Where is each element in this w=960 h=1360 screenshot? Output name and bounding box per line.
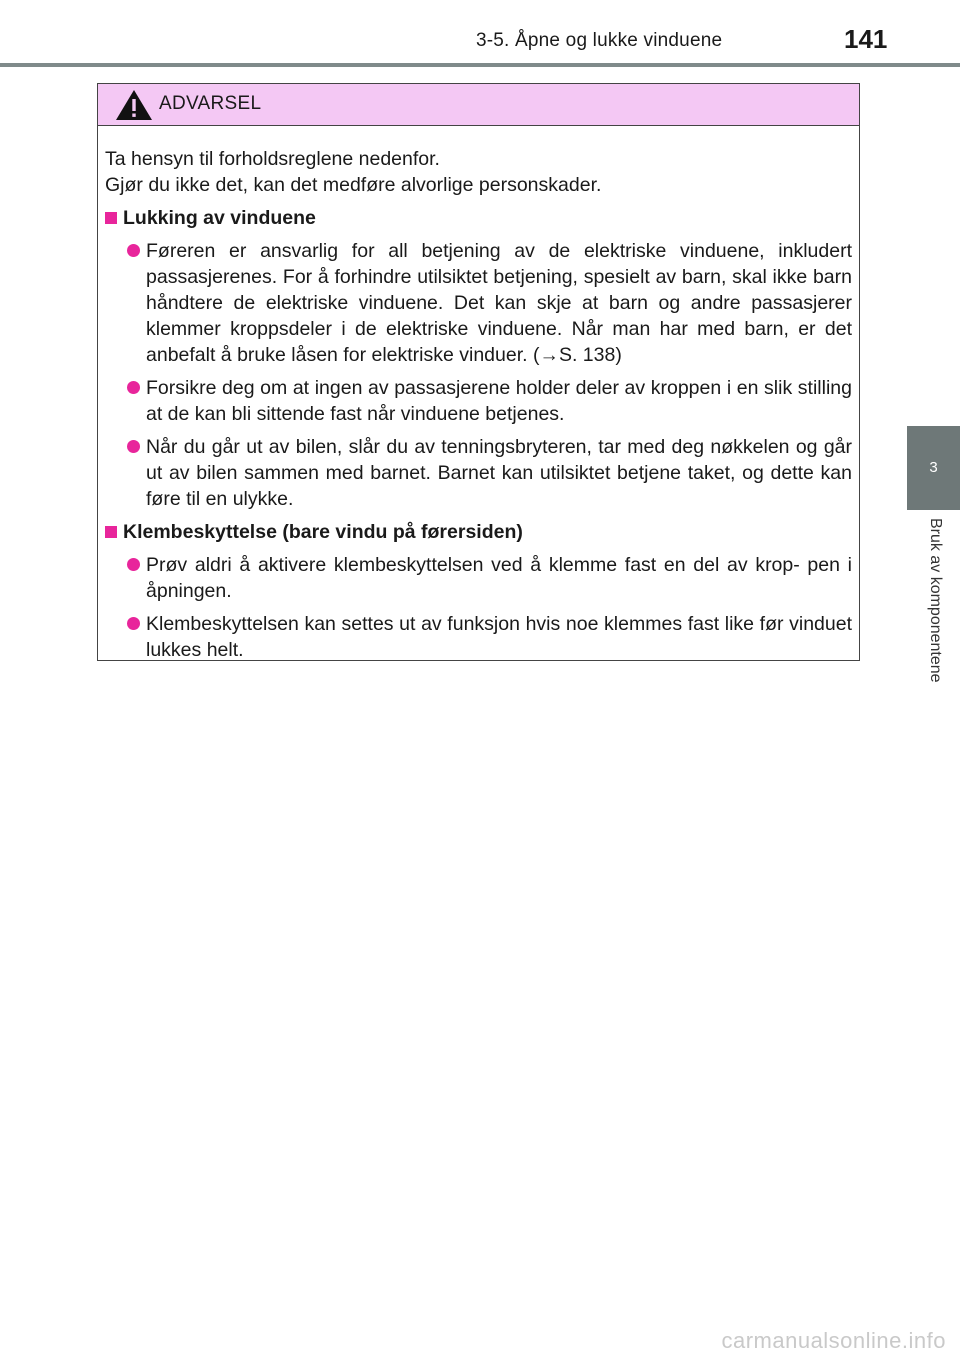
- round-bullet-icon: [127, 381, 140, 394]
- square-bullet-icon: [105, 212, 117, 224]
- bullet-text: Prøv aldri å aktivere klembeskyttelsen ved å klemme fast en del av krop- pen i åpningen.: [146, 554, 852, 602]
- chapter-tab: [907, 426, 960, 510]
- warning-body: [98, 126, 859, 663]
- bullet-item: [105, 552, 852, 604]
- round-bullet-icon: [127, 617, 140, 630]
- chapter-number: 3: [929, 459, 938, 476]
- warning-intro: [105, 146, 852, 198]
- page-number: 141: [844, 24, 888, 54]
- round-bullet-icon: [127, 558, 140, 571]
- chapter-label: Bruk av komponentene: [927, 518, 944, 683]
- bullet-text: Klembeskyttelsen kan settes ut av funksjon hvis noe klemmes fast like før vinduet lukkes helt.: [146, 613, 852, 661]
- section-heading: [105, 205, 852, 231]
- section-jam-protection: [105, 519, 852, 663]
- bullet-text: Når du går ut av bilen, slår du av tenningsbryteren, tar med deg nøkkelen og går ut av bilen sammen med barnet. Barnet kan utilsiktet betjene taket, og dette kan føre til en ulykke.: [146, 436, 852, 510]
- warning-header: [98, 84, 859, 126]
- warning-title: ADVARSEL: [159, 93, 262, 114]
- section-closing-windows: [105, 205, 852, 512]
- bullet-item: [105, 611, 852, 663]
- header-rule: [0, 63, 960, 67]
- round-bullet-icon: [127, 440, 140, 453]
- header-section-title: 3-5. Åpne og lukke vinduene: [476, 30, 723, 51]
- bullet-item: [105, 434, 852, 512]
- warning-triangle-icon: [115, 89, 153, 121]
- square-bullet-icon: [105, 526, 117, 538]
- intro-line: Ta hensyn til forholdsreglene nedenfor.: [105, 148, 440, 170]
- section-heading-text: Lukking av vinduene: [123, 207, 316, 229]
- bullet-text: Forsikre deg om at ingen av passasjerene holder deler av kroppen i en slik stilling at de kan bli sittende fast når vinduene betjenes.: [146, 377, 852, 425]
- bullet-item: [105, 375, 852, 427]
- section-heading-text: Klembeskyttelse (bare vindu på førersiden): [123, 521, 523, 543]
- bullet-text: Føreren er ansvarlig for all betjening av de elektriske vinduene, inkludert passasjerenes. For å forhindre utilsiktet betjening, spesielt av barn, skal ikke barn håndtere de elektriske vinduene. Det kan skje at barn og andre passasjerer klemmer kroppsdeler i de elektriske vinduene. Når man har med barn, er det anbefalt å bruke låsen for elektriske vinduer. (→S. 138): [146, 240, 852, 366]
- warning-box: [97, 83, 860, 661]
- round-bullet-icon: [127, 244, 140, 257]
- section-heading: [105, 519, 852, 545]
- bullet-item: [105, 238, 852, 368]
- intro-line: Gjør du ikke det, kan det medføre alvorlige personskader.: [105, 174, 602, 196]
- watermark: carmanualsonline.info: [721, 1328, 946, 1353]
